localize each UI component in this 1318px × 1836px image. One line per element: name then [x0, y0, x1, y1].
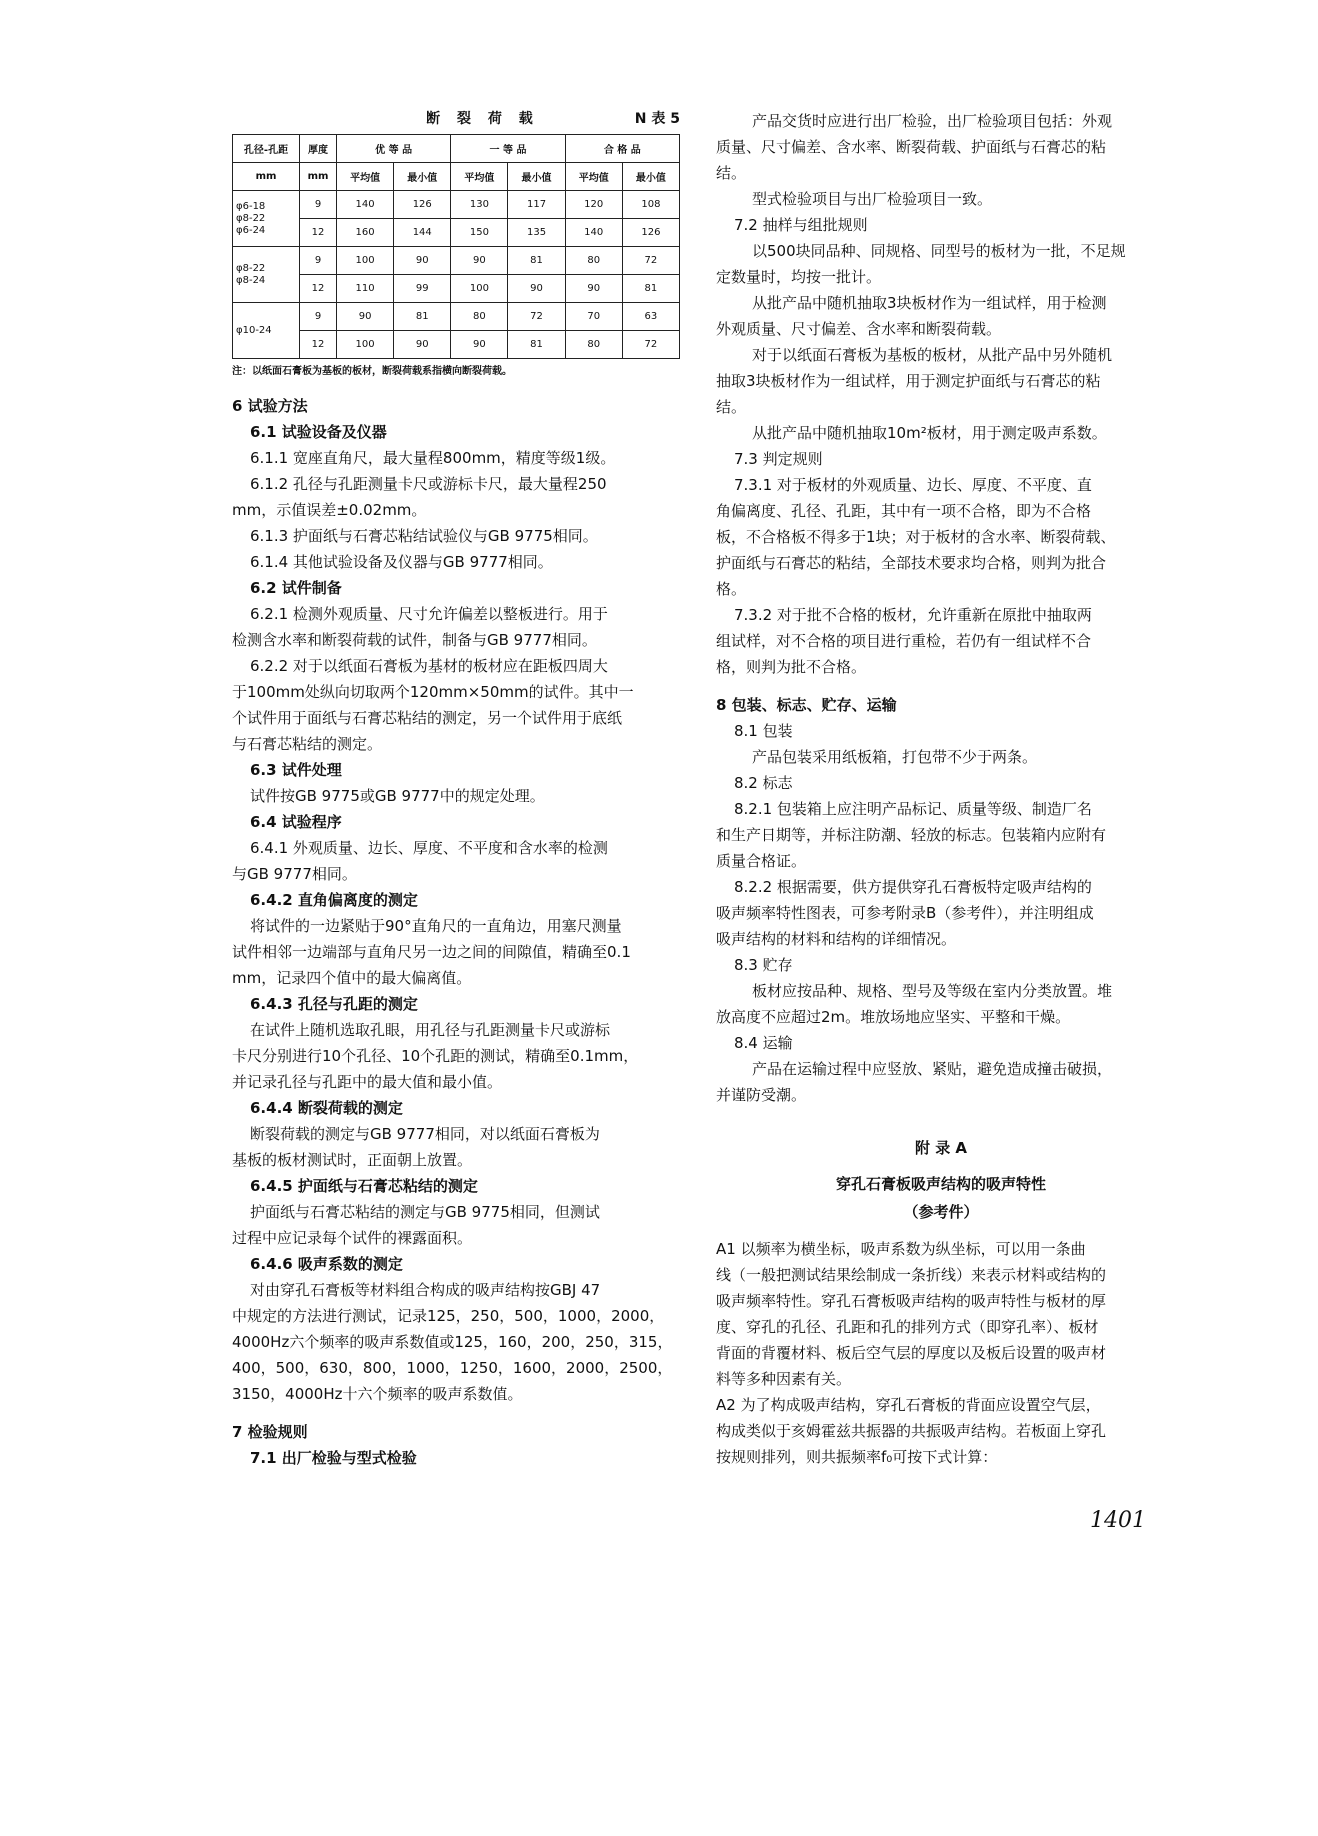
thickness-cell: 12 [300, 275, 337, 303]
text-line: 板材应按品种、规格、型号及等级在室内分类放置。堆 [752, 982, 1113, 1000]
value-cell: 108 [622, 191, 679, 219]
section-heading: 7 检验规则 [232, 1423, 308, 1441]
text-line: 6.2.2 对于以纸面石膏板为基材的板材应在距板四周大 [250, 657, 608, 675]
text-line: 吸声结构的材料和结构的详细情况。 [716, 930, 957, 948]
text-line: 试件按GB 9775或GB 9777中的规定处理。 [250, 787, 545, 805]
text-line: 构成类似于亥姆霍兹共振器的共振吸声结构。若板面上穿孔 [716, 1422, 1107, 1440]
value-cell: 90 [508, 275, 565, 303]
text-line: 将试件的一边紧贴于90°直角尺的一直角边，用塞尺测量 [250, 917, 622, 935]
annex-title: 附 录 A [914, 1139, 968, 1157]
section-heading: 6.4.6 吸声系数的测定 [250, 1255, 403, 1273]
text-line: 中规定的方法进行测试，记录125，250，500，1000，2000， [232, 1307, 665, 1325]
section-heading: 6 试验方法 [232, 397, 308, 415]
text-line: 质量、尺寸偏差、含水率、断裂荷载、护面纸与石膏芯的粘 [716, 138, 1107, 156]
text-line: 卡尺分别进行10个孔径、10个孔距的测试，精确至0.1mm， [232, 1047, 639, 1065]
text-line: 个试件用于面纸与石膏芯粘结的测定，另一个试件用于底纸 [232, 709, 623, 727]
text-line: 8.2.2 根据需要，供方提供穿孔石膏板特定吸声结构的 [734, 878, 1092, 896]
value-cell: 117 [508, 191, 565, 219]
section-heading: 7.1 出厂检验与型式检验 [250, 1449, 417, 1467]
text-line: 吸声频率特性。穿孔石膏板吸声结构的吸声特性与板材的厚 [716, 1292, 1107, 1310]
value-cell: 72 [622, 247, 679, 275]
text-line: 7.3 判定规则 [734, 450, 823, 468]
text-line: 产品包装采用纸板箱，打包带不少于两条。 [752, 748, 1038, 766]
text-line: 8.1 包装 [734, 722, 793, 740]
section-heading: 6.4.3 孔径与孔距的测定 [250, 995, 418, 1013]
text-line: 8.2.1 包装箱上应注明产品标记、质量等级、制造厂名 [734, 800, 1092, 818]
text-line: 外观质量、尺寸偏差、含水率和断裂荷载。 [716, 320, 1002, 338]
text-line: 定数量时，均按一批计。 [716, 268, 882, 286]
text-line: 以500块同品种、同规格、同型号的板材为一批，不足规 [752, 242, 1126, 260]
text-line: mm，示值误差±0.02mm。 [232, 501, 427, 519]
text-line: 在试件上随机选取孔眼，用孔径与孔距测量卡尺或游标 [250, 1021, 611, 1039]
header-cell: 最小值 [394, 163, 451, 191]
text-line: 并谨防受潮。 [716, 1086, 807, 1104]
text-line: 于100mm处纵向切取两个120mm×50mm的试件。其中一 [232, 683, 634, 701]
value-cell: 135 [508, 219, 565, 247]
text-line: 按规则排列，则共振频率f₀可按下式计算： [716, 1448, 998, 1466]
value-cell: 72 [622, 331, 679, 359]
text-line: 和生产日期等，并标注防潮、轻放的标志。包装箱内应附有 [716, 826, 1107, 844]
text-line: 护面纸与石膏芯的粘结，全部技术要求均合格，则判为批合 [716, 554, 1107, 572]
value-cell: 80 [565, 247, 622, 275]
thickness-cell: 12 [300, 331, 337, 359]
value-cell: 126 [622, 219, 679, 247]
text-line: 线（一般把测试结果绘制成一条折线）来表示材料或结构的 [716, 1266, 1107, 1284]
value-cell: 160 [337, 219, 394, 247]
value-cell: 90 [394, 331, 451, 359]
value-cell: 80 [565, 331, 622, 359]
text-line: 8.3 贮存 [734, 956, 793, 974]
value-cell: 81 [508, 331, 565, 359]
thickness-cell: 9 [300, 247, 337, 275]
left-column [232, 108, 680, 1471]
hole-spec-cell: φ6-18 φ8-22 φ6-24 [233, 191, 300, 247]
text-line: 6.1.2 孔径与孔距测量卡尺或游标卡尺，最大量程250 [250, 475, 607, 493]
text-line: A1 以频率为横坐标，吸声系数为纵坐标，可以用一条曲 [716, 1240, 1086, 1258]
header-cell: 平均值 [337, 163, 394, 191]
header-cell: 孔径-孔距 [233, 135, 300, 163]
header-cell: 最小值 [622, 163, 679, 191]
table-row [233, 331, 680, 359]
section-heading: 8 包装、标志、贮存、运输 [716, 696, 897, 714]
value-cell: 81 [622, 275, 679, 303]
text-line: 从批产品中随机抽取3块板材作为一组试样，用于检测 [752, 294, 1107, 312]
section-heading: 6.3 试件处理 [250, 761, 342, 779]
text-line: mm，记录四个值中的最大偏离值。 [232, 969, 472, 987]
right-text [716, 108, 1166, 1108]
value-cell: 100 [451, 275, 508, 303]
text-line: 检测含水率和断裂荷载的试件，制备与GB 9777相同。 [232, 631, 597, 649]
text-line: 对由穿孔石膏板等材料组合构成的吸声结构按GBJ 47 [250, 1281, 601, 1299]
value-cell: 110 [337, 275, 394, 303]
text-line: 与石膏芯粘结的测定。 [232, 735, 383, 753]
text-line: 产品交货时应进行出厂检验，出厂检验项目包括：外观 [752, 112, 1113, 130]
text-line: 背面的背覆材料、板后空气层的厚度以及板后设置的吸声材 [716, 1344, 1107, 1362]
text-line: 7.3.1 对于板材的外观质量、边长、厚度、不平度、直 [734, 476, 1092, 494]
section-heading: 6.4.5 护面纸与石膏芯粘结的测定 [250, 1177, 478, 1195]
value-cell: 90 [565, 275, 622, 303]
annex-text [716, 1236, 1166, 1470]
table-body [233, 191, 680, 359]
text-line: 与GB 9777相同。 [232, 865, 357, 883]
text-line: 结。 [716, 398, 747, 416]
section-heading: 6.1 试验设备及仪器 [250, 423, 387, 441]
value-cell: 144 [394, 219, 451, 247]
table-title: 断 裂 荷 载 [426, 111, 539, 127]
text-line: 7.3.2 对于批不合格的板材，允许重新在原批中抽取两 [734, 606, 1092, 624]
value-cell: 81 [394, 303, 451, 331]
value-cell: 120 [565, 191, 622, 219]
text-line: A2 为了构成吸声结构，穿孔石膏板的背面应设置空气层， [716, 1396, 1101, 1414]
text-line: 结。 [716, 164, 747, 182]
text-line: 吸声频率特性图表，可参考附录B（参考件），并注明组成 [716, 904, 1094, 922]
header-cell: 平均值 [451, 163, 508, 191]
text-line: 料等多种因素有关。 [716, 1370, 852, 1388]
value-cell: 72 [508, 303, 565, 331]
table-row [233, 191, 680, 219]
header-cell: 平均值 [565, 163, 622, 191]
text-line: 8.4 运输 [734, 1034, 793, 1052]
text-line: 组试样，对不合格的项目进行重检，若仍有一组试样不合 [716, 632, 1092, 650]
section-heading: 6.4.4 断裂荷载的测定 [250, 1099, 403, 1117]
text-line: 8.2 标志 [734, 774, 793, 792]
header-cell: 一 等 品 [451, 135, 565, 163]
page-number: 1401 [1090, 1508, 1146, 1533]
left-text [232, 393, 680, 1471]
table-row [233, 303, 680, 331]
value-cell: 90 [451, 331, 508, 359]
value-cell: 150 [451, 219, 508, 247]
header-cell: 优 等 品 [337, 135, 451, 163]
value-cell: 63 [622, 303, 679, 331]
value-cell: 90 [337, 303, 394, 331]
hole-spec-cell: φ8-22 φ8-24 [233, 247, 300, 303]
text-line: 6.1.3 护面纸与石膏芯粘结试验仪与GB 9775相同。 [250, 527, 598, 545]
value-cell: 140 [337, 191, 394, 219]
text-line: 质量合格证。 [716, 852, 807, 870]
text-line: 度、穿孔的孔径、孔距和孔的排列方式（即穿孔率）、板材 [716, 1318, 1099, 1336]
value-cell: 90 [394, 247, 451, 275]
value-cell: 90 [451, 247, 508, 275]
header-cell: 最小值 [508, 163, 565, 191]
text-line: 4000Hz六个频率的吸声系数值或125，160，200，250，315， [232, 1333, 673, 1351]
text-line: 抽取3块板材作为一组试样，用于测定护面纸与石膏芯的粘 [716, 372, 1101, 390]
text-line: 格，则判为批不合格。 [716, 658, 867, 676]
text-line: 6.1.4 其他试验设备及仪器与GB 9777相同。 [250, 553, 553, 571]
thickness-cell: 9 [300, 191, 337, 219]
table-row [233, 275, 680, 303]
table-label: N 表 5 [634, 111, 680, 127]
text-line: 过程中应记录每个试件的裸露面积。 [232, 1229, 473, 1247]
text-line: 放高度不应超过2m。堆放场地应坚实、平整和干燥。 [716, 1008, 1071, 1026]
thickness-cell: 9 [300, 303, 337, 331]
section-heading: 6.4 试验程序 [250, 813, 342, 831]
breaking-load-table [232, 134, 680, 359]
section-heading: 6.4.2 直角偏离度的测定 [250, 891, 418, 909]
text-line: 基板的板材测试时，正面朝上放置。 [232, 1151, 473, 1169]
annex-reference: （参考件） [903, 1203, 979, 1221]
text-line: 3150，4000Hz十六个频率的吸声系数值。 [232, 1385, 523, 1403]
text-line: 400，500，630，800，1000，1250，1600，2000，2500， [232, 1359, 673, 1377]
text-line: 试件相邻一边端部与直角尺另一边之间的间隙值，精确至0.1 [232, 943, 631, 961]
table-note: 注：以纸面石膏板为基板的板材，断裂荷载系指横向断裂荷载。 [232, 366, 512, 377]
right-column [716, 108, 1166, 1470]
text-line: 板，不合格板不得多于1块；对于板材的含水率、断裂荷载、 [716, 528, 1116, 546]
text-line: 型式检验项目与出厂检验项目一致。 [752, 190, 993, 208]
table-row [233, 219, 680, 247]
hole-spec-cell: φ10-24 [233, 303, 300, 359]
text-line: 6.4.1 外观质量、边长、厚度、不平度和含水率的检测 [250, 839, 608, 857]
annex-subtitle: 穿孔石膏板吸声结构的吸声特性 [835, 1175, 1046, 1193]
thickness-cell: 12 [300, 219, 337, 247]
value-cell: 100 [337, 331, 394, 359]
value-cell: 130 [451, 191, 508, 219]
table-row [233, 247, 680, 275]
text-line: 格。 [716, 580, 747, 598]
text-line: 7.2 抽样与组批规则 [734, 216, 868, 234]
value-cell: 126 [394, 191, 451, 219]
text-line: 6.2.1 检测外观质量、尺寸允许偏差以整板进行。用于 [250, 605, 608, 623]
value-cell: 140 [565, 219, 622, 247]
header-cell: 厚度 [300, 135, 337, 163]
text-line: 断裂荷载的测定与GB 9777相同，对以纸面石膏板为 [250, 1125, 600, 1143]
table-caption [232, 108, 680, 130]
table-header-row [233, 135, 680, 163]
table-subheader-row [233, 163, 680, 191]
text-line: 护面纸与石膏芯粘结的测定与GB 9775相同，但测试 [250, 1203, 600, 1221]
header-cell: mm [233, 163, 300, 191]
text-line: 从批产品中随机抽取10m²板材，用于测定吸声系数。 [752, 424, 1107, 442]
text-line: 6.1.1 宽座直角尺，最大量程800mm，精度等级1级。 [250, 449, 616, 467]
value-cell: 70 [565, 303, 622, 331]
text-line: 产品在运输过程中应竖放、紧贴，避免造成撞击破损， [752, 1060, 1113, 1078]
value-cell: 100 [337, 247, 394, 275]
header-cell: 合 格 品 [565, 135, 679, 163]
value-cell: 99 [394, 275, 451, 303]
text-line: 并记录孔径与孔距中的最大值和最小值。 [232, 1073, 503, 1091]
text-line: 对于以纸面石膏板为基板的板材，从批产品中另外随机 [752, 346, 1113, 364]
section-heading: 6.2 试件制备 [250, 579, 342, 597]
header-cell: mm [300, 163, 337, 191]
text-line: 角偏离度、孔径、孔距，其中有一项不合格，即为不合格 [716, 502, 1092, 520]
value-cell: 80 [451, 303, 508, 331]
value-cell: 81 [508, 247, 565, 275]
